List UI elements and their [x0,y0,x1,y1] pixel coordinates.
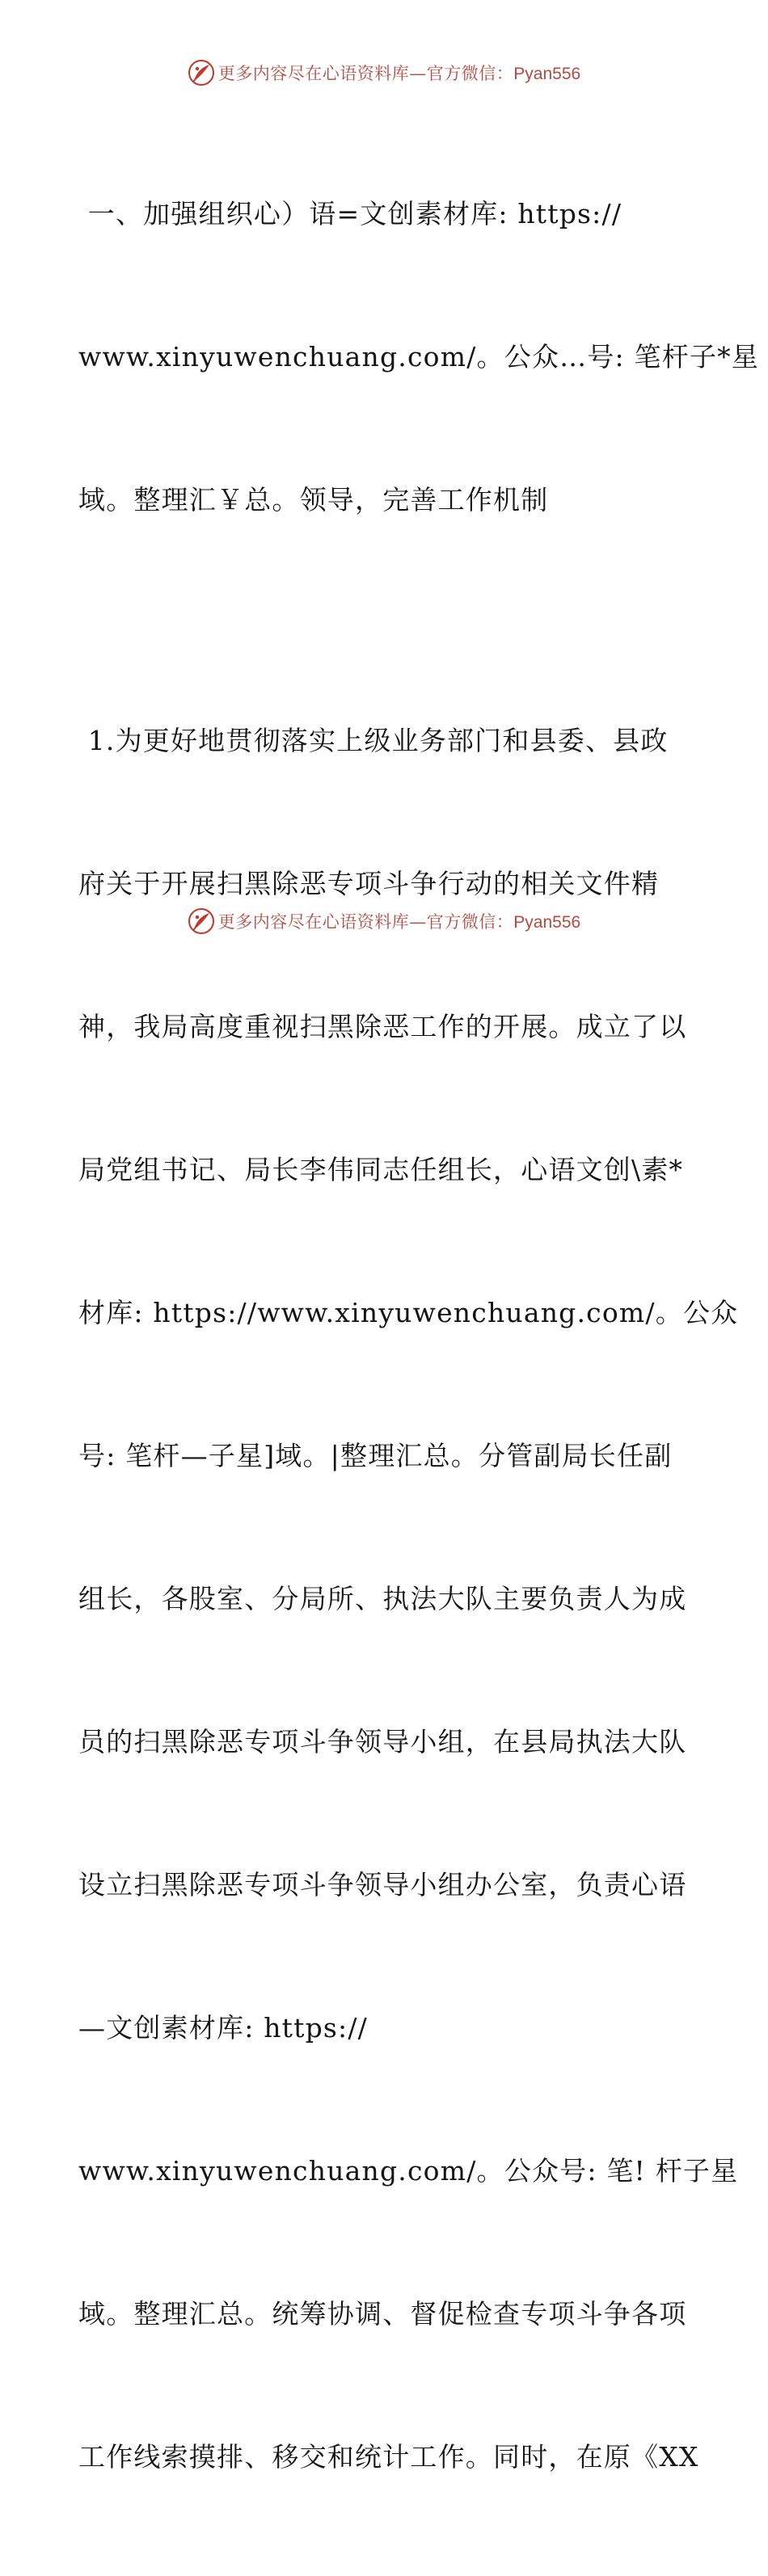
paragraph-line: 组长，各股室、分局所、执法大队主要负责人为成 [78,1583,687,1614]
paragraph-line: 府关于开展扫黑除恶专项斗争行动的相关文件精 [78,868,660,899]
paragraph-line: 材库: https://www.xinyuwenchuang.com/。公众 [78,1297,739,1328]
paragraph-line: —文创素材库: https:// [78,2012,368,2044]
header-watermark-banner [0,57,768,89]
header-watermark-cn: 更多内容尽在心语资料库—官方微信： [217,64,514,83]
paragraph-line: 神，我局高度重视扫黑除恶工作的开展。成立了以 [78,1011,687,1042]
header-watermark-wechat-id: Pyan556 [513,65,581,83]
paragraph-line: 设立扫黑除恶专项斗争领导小组办公室，负责心语 [78,1869,687,1900]
footer-watermark-banner [0,905,768,937]
paragraph-line: 局党组书记、局长李伟同志任组长，心语文创\素* [78,1154,684,1185]
footer-watermark-cn: 更多内容尽在心语资料库—官方微信： [217,912,514,932]
heading-line-2: www.xinyuwenchuang.com/。公众…号: 笔杆子*星 [78,341,760,373]
paragraph-line: www.xinyuwenchuang.com/。公众号: 笔! 杆子星 [78,2155,739,2187]
section-heading [78,95,760,619]
quill-logo-icon [188,59,215,86]
quill-logo-icon [188,907,215,935]
header-watermark-text [218,61,580,85]
heading-line-1: 一、加强组织心）语=文创素材库: https:// [78,198,622,229]
paragraph-line: 号: 笔杆—子星]域。|整理汇总。分管副局长任副 [78,1440,673,1471]
paragraph-line: 域。整理汇总。统筹协调、督促检查专项斗争各项 [78,2298,687,2330]
paragraph-line: 1.为更好地贯彻落实上级业务部门和县委、县政 [78,725,669,756]
document-body [78,95,760,2576]
paragraph-line: 员的扫黑除恶专项斗争领导小组，在县局执法大队 [78,1726,687,1757]
paragraph-line: 工作线索摸排、移交和统计工作。同时，在原《XX [78,2441,699,2473]
footer-watermark-text [218,909,580,933]
heading-line-3: 域。整理汇￥总。领导，完善工作机制 [78,484,549,516]
footer-watermark-wechat-id: Pyan556 [513,913,581,932]
